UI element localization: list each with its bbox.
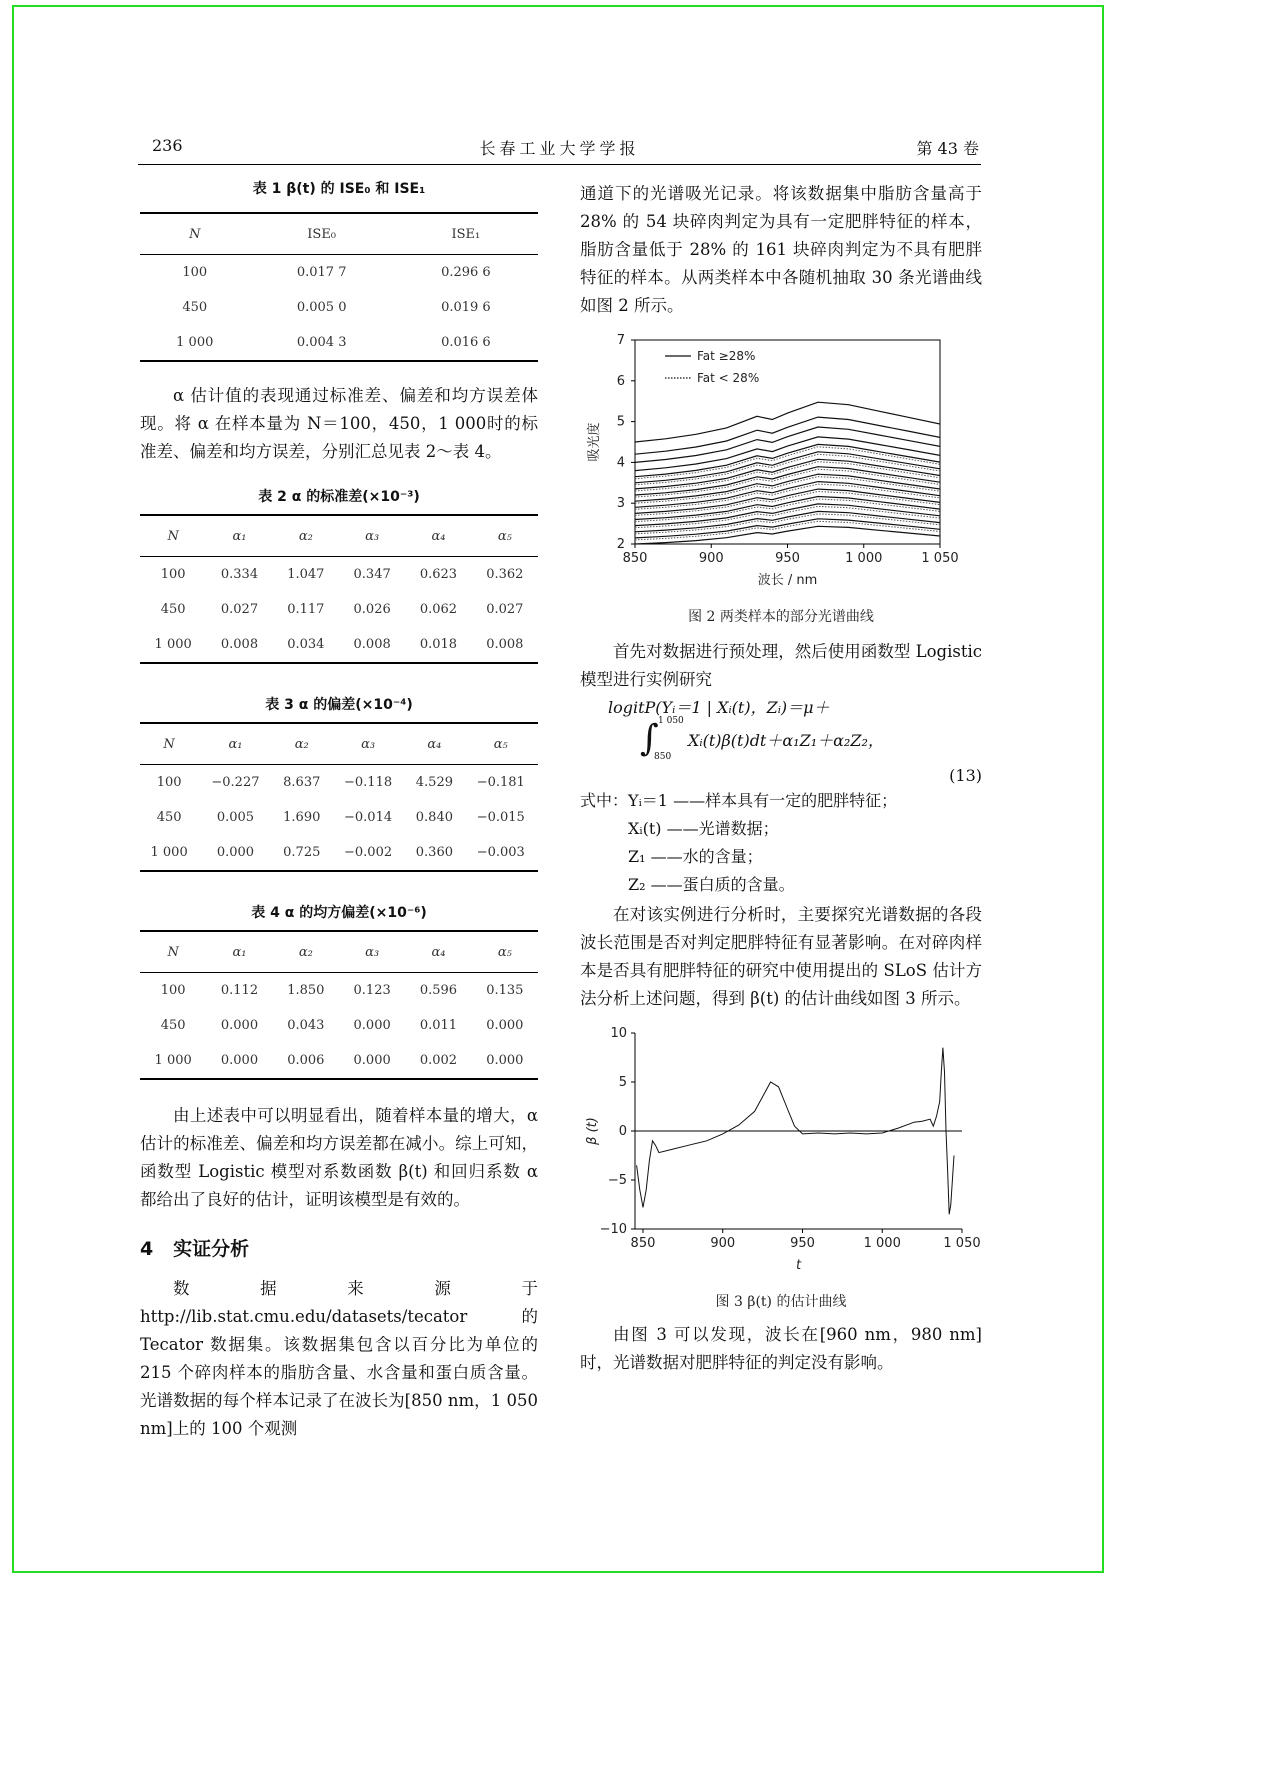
table-cell: 0.362 <box>486 567 524 582</box>
where-desc: ——光谱数据； <box>666 819 779 838</box>
paragraph-alpha: α 估计值的表现通过标准差、偏差和均方误差体现。将 α 在样本量为 N＝100，450，1 000时的标准差、偏差和均方误差，分别汇总见表 2～表 4。 <box>140 386 538 461</box>
table-header: α₃ <box>331 723 405 765</box>
series-line <box>635 504 940 526</box>
table-cell: 0.000 <box>472 1043 538 1079</box>
table-cell: 1 000 <box>140 1043 206 1079</box>
table-row <box>140 765 538 801</box>
page-number: 236 <box>152 136 183 155</box>
figure-2-spectral-chart <box>580 332 982 602</box>
table-cell: 0.000 <box>198 835 272 871</box>
table-cell: 0.019 6 <box>441 300 491 315</box>
table-cell: 0.016 6 <box>394 325 538 361</box>
table-header: α₁ <box>198 723 272 765</box>
table-row <box>140 255 538 291</box>
integral-sign: ∫ <box>640 718 659 759</box>
y-tick-label: 3 <box>616 496 625 512</box>
where-symbol: Z₁ <box>628 847 646 866</box>
equation-line2-block <box>640 716 982 766</box>
equation-number: (13) <box>949 766 982 785</box>
y-tick-label: 2 <box>616 537 625 552</box>
journal-title: 长春工业大学学报 <box>479 139 640 158</box>
table-header: α₃ <box>339 931 405 973</box>
table-cell: 0.008 <box>206 627 272 663</box>
x-tick-label: 950 <box>790 1236 815 1251</box>
table-cell: 8.637 <box>283 775 321 790</box>
series-line <box>635 469 940 497</box>
x-tick-label: 1 000 <box>863 1236 901 1251</box>
table4-caption: 表 4 α 的均方偏差(×10⁻⁶) <box>251 905 427 921</box>
figure-3-caption: 图 3 β(t) 的估计曲线 <box>715 1294 847 1310</box>
table-row <box>140 1043 538 1079</box>
y-tick-label: 0 <box>618 1124 627 1139</box>
table-cell: −0.181 <box>476 775 525 790</box>
table-header: N <box>140 515 206 557</box>
table-cell: −0.002 <box>331 835 405 871</box>
y-axis-label: 吸光度 <box>587 422 602 462</box>
table-row <box>140 800 538 835</box>
table-header: α₂ <box>273 515 339 557</box>
table1-caption: 表 1 β(t) 的 ISE₀ 和 ISE₁ <box>252 181 426 197</box>
left-column <box>140 178 538 1443</box>
table-header: α₄ <box>405 515 471 557</box>
x-axis-label: 波长 / nm <box>757 573 818 588</box>
table-header: N <box>140 723 198 765</box>
table2 <box>140 514 538 664</box>
table-cell: 0.062 <box>419 602 458 617</box>
table-cell: 1 000 <box>140 627 206 663</box>
running-header <box>138 136 981 165</box>
where-desc: ——蛋白质的含量。 <box>650 875 795 894</box>
table-row <box>140 627 538 663</box>
y-axis-label: β (t) <box>585 1117 600 1145</box>
series-line <box>635 511 940 531</box>
table-cell: 0.011 <box>419 1018 458 1033</box>
where-item <box>628 871 982 899</box>
table-cell: −0.003 <box>464 835 538 871</box>
y-tick-label: 5 <box>618 1075 627 1090</box>
series-line <box>635 454 940 485</box>
where-item <box>580 787 982 815</box>
table3-caption: 表 3 α 的偏差(×10⁻⁴) <box>265 697 413 713</box>
where-desc: ——样本具有一定的肥胖特征； <box>673 791 898 810</box>
figure-2-caption: 图 2 两类样本的部分光谱曲线 <box>688 609 874 625</box>
table-cell: 100 <box>156 775 182 790</box>
x-tick-label: 1 050 <box>943 1236 981 1251</box>
table-cell: 1.850 <box>287 983 325 998</box>
table-cell: 0.005 <box>216 810 255 825</box>
volume-label: 第 43 卷 <box>916 139 979 158</box>
table-cell: −0.227 <box>211 775 260 790</box>
x-tick-label: 900 <box>698 551 724 566</box>
figure-3-beta-chart <box>580 1025 982 1287</box>
equation-line1: logitP(Yᵢ＝1 | Xᵢ(t)，Zᵢ)＝μ＋ <box>608 698 830 717</box>
table-row <box>140 592 538 627</box>
table-cell: 0.026 <box>353 602 391 617</box>
table-cell: 0.347 <box>353 567 391 582</box>
table-cell: 100 <box>182 265 208 280</box>
table-cell: 0.123 <box>353 983 391 998</box>
x-tick-label: 850 <box>630 1236 656 1251</box>
x-tick-label: 900 <box>710 1236 736 1251</box>
table-cell: 0.018 <box>405 627 471 663</box>
table-header: α₃ <box>339 515 405 557</box>
table-cell: 100 <box>160 567 186 582</box>
y-tick-label: −10 <box>599 1222 627 1237</box>
section-heading <box>140 1234 538 1261</box>
table-cell: 0.002 <box>405 1043 471 1079</box>
table-cell: 0.112 <box>220 983 259 998</box>
table-header: α₁ <box>206 931 272 973</box>
table-cell: 0.000 <box>339 1043 405 1079</box>
table-cell: 100 <box>160 983 186 998</box>
table-cell: 0.296 6 <box>441 265 491 280</box>
table-cell: 450 <box>182 300 208 315</box>
table-row <box>140 325 538 361</box>
table-cell: 0.000 <box>353 1018 391 1033</box>
table-header: α₂ <box>273 723 331 765</box>
y-tick-label: 4 <box>616 455 625 471</box>
table-cell: 0.000 <box>220 1018 259 1033</box>
where-symbol: Xᵢ(t) <box>628 819 662 838</box>
table-header: N <box>140 931 206 973</box>
table-cell: 0.725 <box>273 835 331 871</box>
x-tick-label: 1 000 <box>845 551 883 566</box>
table-cell: 450 <box>156 810 182 825</box>
table-cell: 0.840 <box>415 810 453 825</box>
table-cell: 0.027 <box>486 602 524 617</box>
paragraph-data-source: 数据来源于 http://lib.stat.cmu.edu/datasets/tecator 的 Tecator 数据集。该数据集包含以百分比为单位的 215 个碎肉样本的脂肪含量、水含量和蛋白质含量。光谱数据的每个样本记录了在波长为[850 nm，1 050 nm]上的 100 个观测 <box>140 1279 538 1438</box>
table-cell: 0.117 <box>287 602 325 617</box>
table-header: α₁ <box>206 515 272 557</box>
table1-header-n: N <box>140 213 250 255</box>
table-cell: 450 <box>160 1018 186 1033</box>
table-header: α₂ <box>273 931 339 973</box>
table-cell: 0.004 3 <box>250 325 394 361</box>
where-desc: ——水的含量； <box>650 847 763 866</box>
table-cell: 0.027 <box>220 602 259 617</box>
series-line <box>635 402 940 442</box>
table-cell: 1.047 <box>287 567 325 582</box>
table-cell: 0.005 0 <box>296 300 347 315</box>
table-header: α₅ <box>464 723 538 765</box>
legend-label: Fat < 28% <box>697 371 760 385</box>
equation-line2: Xᵢ(t)β(t)dt＋α₁Z₁＋α₂Z₂， <box>688 731 884 750</box>
table-header: α₅ <box>472 931 538 973</box>
series-line <box>635 417 940 454</box>
table-cell: 0.596 <box>419 983 458 998</box>
table-cell: 0.334 <box>220 567 259 582</box>
integral-lower: 850 <box>654 752 672 762</box>
where-symbol: Z₂ <box>628 875 646 894</box>
paragraph-analysis: 在对该实例进行分析时，主要探究光谱数据的各段波长范围是否对判定肥胖特征有显著影响。在对碎肉样本是否具有肥胖特征的研究中使用提出的 SLoS 估计方法分析上述问题，得到 β(t) 的估计曲线如图 3 所示。 <box>580 905 982 1008</box>
where-symbol: 式中：Yᵢ＝1 <box>580 791 668 810</box>
paragraph-final: 由图 3 可以发现，波长在[960 nm，980 nm]时，光谱数据对肥胖特征的判定没有影响。 <box>580 1325 982 1372</box>
table-cell: 1 000 <box>140 835 198 871</box>
table1-header-ise0: ISE₀ <box>250 213 394 255</box>
table-cell: −0.015 <box>476 810 525 825</box>
table-header: α₅ <box>472 515 538 557</box>
table2-caption: 表 2 α 的标准差(×10⁻³) <box>258 489 420 505</box>
integral-upper: 1 050 <box>658 716 684 726</box>
table-cell: 0.017 7 <box>296 265 347 280</box>
table1 <box>140 212 538 362</box>
section-title: 实证分析 <box>173 1238 250 1260</box>
table-row <box>140 290 538 325</box>
table-cell: 0.043 <box>287 1018 325 1033</box>
x-tick-label: 850 <box>622 551 648 566</box>
paragraph-data-continued: 通道下的光谱吸光记录。将该数据集中脂肪含量高于 28% 的 54 块碎肉判定为具有一定肥胖特征的样本，脂肪含量低于 28% 的 161 块碎肉判定为不具有肥胖特征的样本。从两类样本中各随机抽取 30 条光谱曲线如图 2 所示。 <box>580 184 982 315</box>
table-header: α₄ <box>405 931 471 973</box>
table-row <box>140 1008 538 1043</box>
table-cell: 0.006 <box>273 1043 339 1079</box>
table-cell: 0.008 <box>339 627 405 663</box>
y-tick-label: 6 <box>616 373 625 389</box>
x-tick-label: 1 050 <box>921 551 959 566</box>
table-cell: 0.360 <box>405 835 463 871</box>
section-number: 4 <box>140 1238 154 1260</box>
table-row <box>140 557 538 593</box>
where-block <box>580 787 982 899</box>
y-tick-label: 7 <box>616 333 625 348</box>
x-tick-label: 950 <box>775 551 800 566</box>
y-tick-label: −5 <box>607 1173 627 1188</box>
table-cell: 4.529 <box>415 775 453 790</box>
table-cell: 0.034 <box>273 627 339 663</box>
y-tick-label: 5 <box>616 414 625 430</box>
table-cell: 1.690 <box>283 810 321 825</box>
legend-label: Fat ≥28% <box>697 349 756 363</box>
paragraph-model: 首先对数据进行预处理，然后使用函数型 Logistic 模型进行实例研究 <box>580 642 982 689</box>
table-header: α₄ <box>405 723 463 765</box>
table-cell: 0.000 <box>206 1043 272 1079</box>
table-cell: −0.118 <box>344 775 393 790</box>
table-cell: 0.008 <box>472 627 538 663</box>
table-cell: 450 <box>160 602 186 617</box>
right-column <box>580 180 982 1377</box>
table-row <box>140 835 538 871</box>
y-tick-label: 10 <box>610 1026 627 1041</box>
table-cell: 0.135 <box>486 983 524 998</box>
paragraph-conclusion: 由上述表中可以明显看出，随着样本量的增大，α 估计的标准差、偏差和均方误差都在减小。综上可知，函数型 Logistic 模型对系数函数 β(t) 和回归系数 α 都给出了良好的估计，证明该模型是有效的。 <box>140 1106 538 1209</box>
x-axis-label: t <box>795 1258 802 1273</box>
table-row <box>140 973 538 1009</box>
table-cell: 0.000 <box>486 1018 524 1033</box>
table3 <box>140 722 538 872</box>
table-cell: 0.623 <box>419 567 458 582</box>
where-item <box>628 815 982 843</box>
table4 <box>140 930 538 1080</box>
table-cell: 1 000 <box>140 325 250 361</box>
table-cell: −0.014 <box>344 810 393 825</box>
where-item <box>628 843 982 871</box>
table1-header-ise1: ISE₁ <box>394 213 538 255</box>
